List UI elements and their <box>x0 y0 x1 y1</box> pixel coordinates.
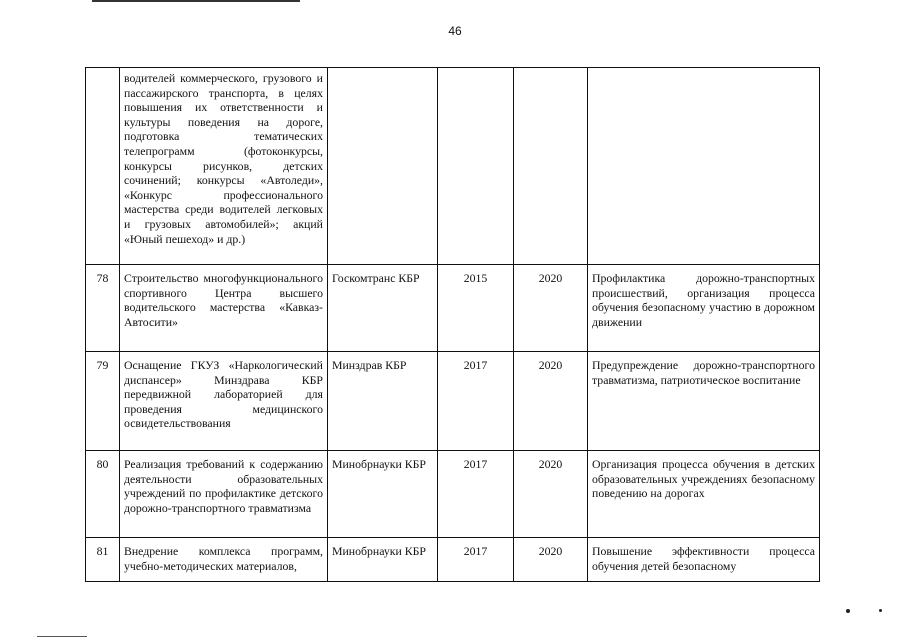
table-row <box>86 265 820 352</box>
bottom-rule <box>37 636 87 637</box>
row-start-year: 2017 <box>438 451 514 538</box>
row-number <box>86 68 120 265</box>
top-rule <box>92 0 300 2</box>
row-result: Организация процесса обучения в детских образовательных учреждениях безопасному поведению на дорогах <box>588 451 820 538</box>
row-start-year: 2017 <box>438 538 514 582</box>
row-number: 78 <box>86 265 120 352</box>
row-description: Оснащение ГКУЗ «Наркологический диспансер» Минздрава КБР передвижной лабораторией для проведения медицинского освидетельствования <box>120 352 328 451</box>
row-number: 79 <box>86 352 120 451</box>
row-result: Повышение эффективности процесса обучения детей безопасному <box>588 538 820 582</box>
row-description: Строительство многофункционального спортивного Центра высшего водительского мастерства «Кавказ-Автосити» <box>120 265 328 352</box>
row-end-year: 2020 <box>514 451 588 538</box>
row-start-year: 2017 <box>438 352 514 451</box>
row-description: Реализация требований к содержанию деятельности образовательных учреждений по профилактике детского дорожно-транспортного травматизма <box>120 451 328 538</box>
row-result <box>588 68 820 265</box>
table-row <box>86 451 820 538</box>
row-end-year: 2020 <box>514 265 588 352</box>
row-executor <box>328 68 438 265</box>
scan-speck <box>879 609 882 612</box>
row-executor: Минобрнауки КБР <box>328 451 438 538</box>
program-table <box>85 67 820 582</box>
row-result: Предупреждение дорожно-транспортного травматизма, патриотическое воспитание <box>588 352 820 451</box>
row-number: 80 <box>86 451 120 538</box>
scan-speck <box>846 609 850 613</box>
row-number: 81 <box>86 538 120 582</box>
row-end-year: 2020 <box>514 352 588 451</box>
row-description: водителей коммерческого, грузового и пассажирского транспорта, в целях повышения их ответственности и культуры поведения на дороге, подготовка тематических телепрограмм (фотоконкурсы, конкурсы рисунков, детских сочинений; конкурсы «Автоледи», «Конкурс профессионального мастерства среди водителей легковых и грузовых автомобилей»; акций «Юный пешеход» и др.) <box>120 68 328 265</box>
table-row <box>86 352 820 451</box>
page-number: 46 <box>448 24 462 38</box>
row-start-year: 2015 <box>438 265 514 352</box>
row-start-year <box>438 68 514 265</box>
row-executor: Минобрнауки КБР <box>328 538 438 582</box>
row-end-year <box>514 68 588 265</box>
row-executor: Госкомтранс КБР <box>328 265 438 352</box>
row-executor: Минздрав КБР <box>328 352 438 451</box>
table-row <box>86 68 820 265</box>
row-result: Профилактика дорожно-транспортных происшествий, организация процесса обучения безопасному участию в дорожном движении <box>588 265 820 352</box>
row-description: Внедрение комплекса программ, учебно-методических материалов, <box>120 538 328 582</box>
row-end-year: 2020 <box>514 538 588 582</box>
table-row <box>86 538 820 582</box>
